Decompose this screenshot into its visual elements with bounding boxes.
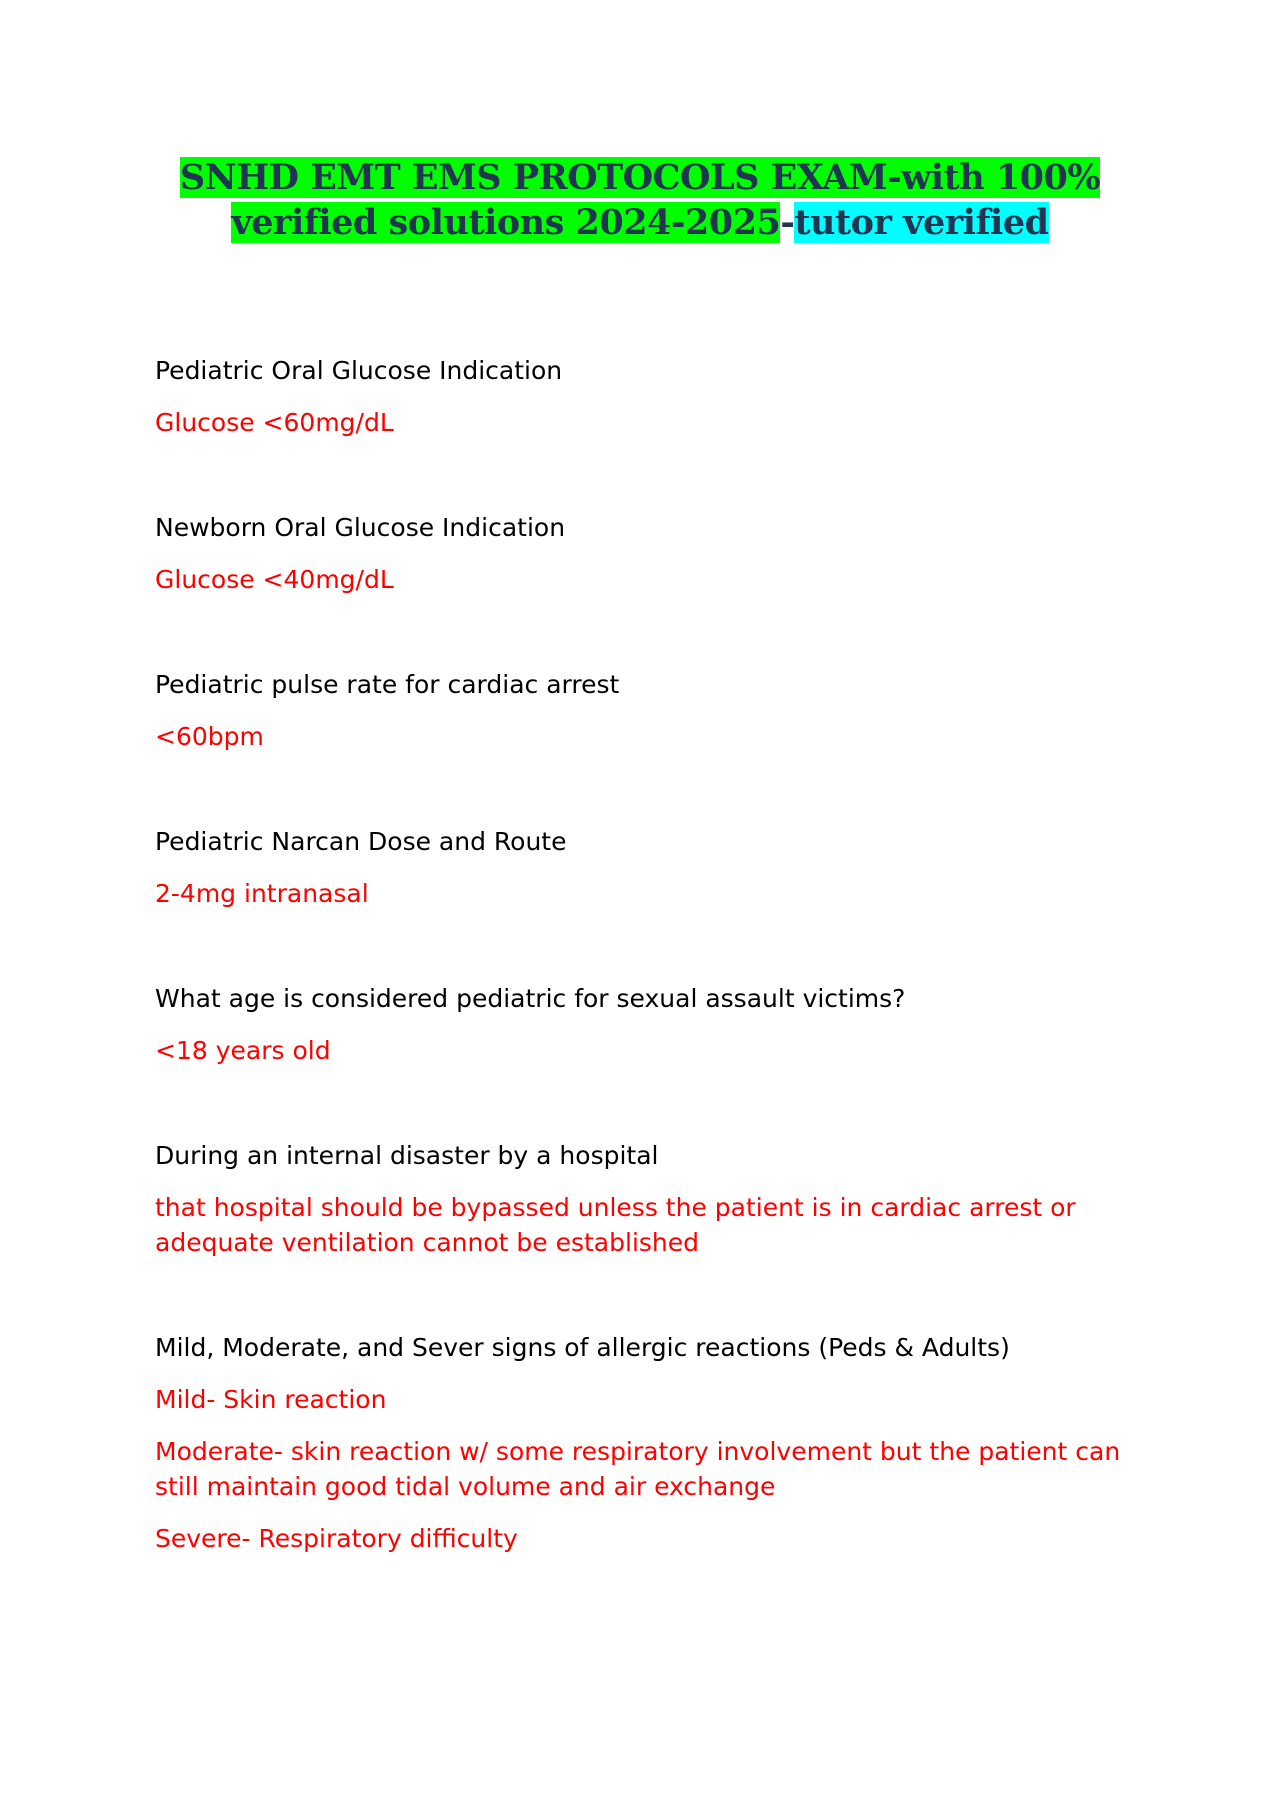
question-text: Pediatric pulse rate for cardiac arrest [155, 670, 620, 699]
answer-text: 2-4mg intranasal [155, 879, 369, 908]
answer-text: Severe- Respiratory difficulty [155, 1524, 518, 1553]
qa-item [155, 981, 1135, 1068]
qa-item [155, 1330, 1135, 1556]
question-text: Pediatric Oral Glucose Indication [155, 356, 563, 385]
answer-text: Glucose <60mg/dL [155, 408, 394, 437]
question-text: Newborn Oral Glucose Indication [155, 513, 566, 542]
question-text: Mild, Moderate, and Sever signs of allergic reactions (Peds & Adults) [155, 1333, 1010, 1362]
qa-item [155, 667, 1135, 754]
question-text: What age is considered pediatric for sexual assault victims? [155, 984, 906, 1013]
answer-text: Mild- Skin reaction [155, 1385, 387, 1414]
title-part-1: SNHD EMT EMS PROTOCOLS EXAM-with 100% [179, 157, 1101, 198]
answer-text: <60bpm [155, 722, 264, 751]
answer-text: that hospital should be bypassed unless the patient is in cardiac arrest or adequate ventilation cannot be established [155, 1193, 1076, 1257]
question-text: Pediatric Narcan Dose and Route [155, 827, 567, 856]
title-separator: - [780, 202, 795, 243]
question-text: During an internal disaster by a hospital [155, 1141, 659, 1170]
title-part-3: tutor verified [794, 202, 1049, 243]
qa-item [155, 1138, 1135, 1260]
page-title [150, 155, 1130, 245]
answer-text: Glucose <40mg/dL [155, 565, 394, 594]
qa-item [155, 353, 1135, 440]
answer-text: Moderate- skin reaction w/ some respiratory involvement but the patient can still maintain good tidal volume and air exchange [155, 1437, 1121, 1501]
qa-item [155, 510, 1135, 597]
qa-list [155, 353, 1135, 1556]
title-part-2: verified solutions 2024-2025 [231, 202, 781, 243]
answer-text: <18 years old [155, 1036, 331, 1065]
qa-item [155, 824, 1135, 911]
